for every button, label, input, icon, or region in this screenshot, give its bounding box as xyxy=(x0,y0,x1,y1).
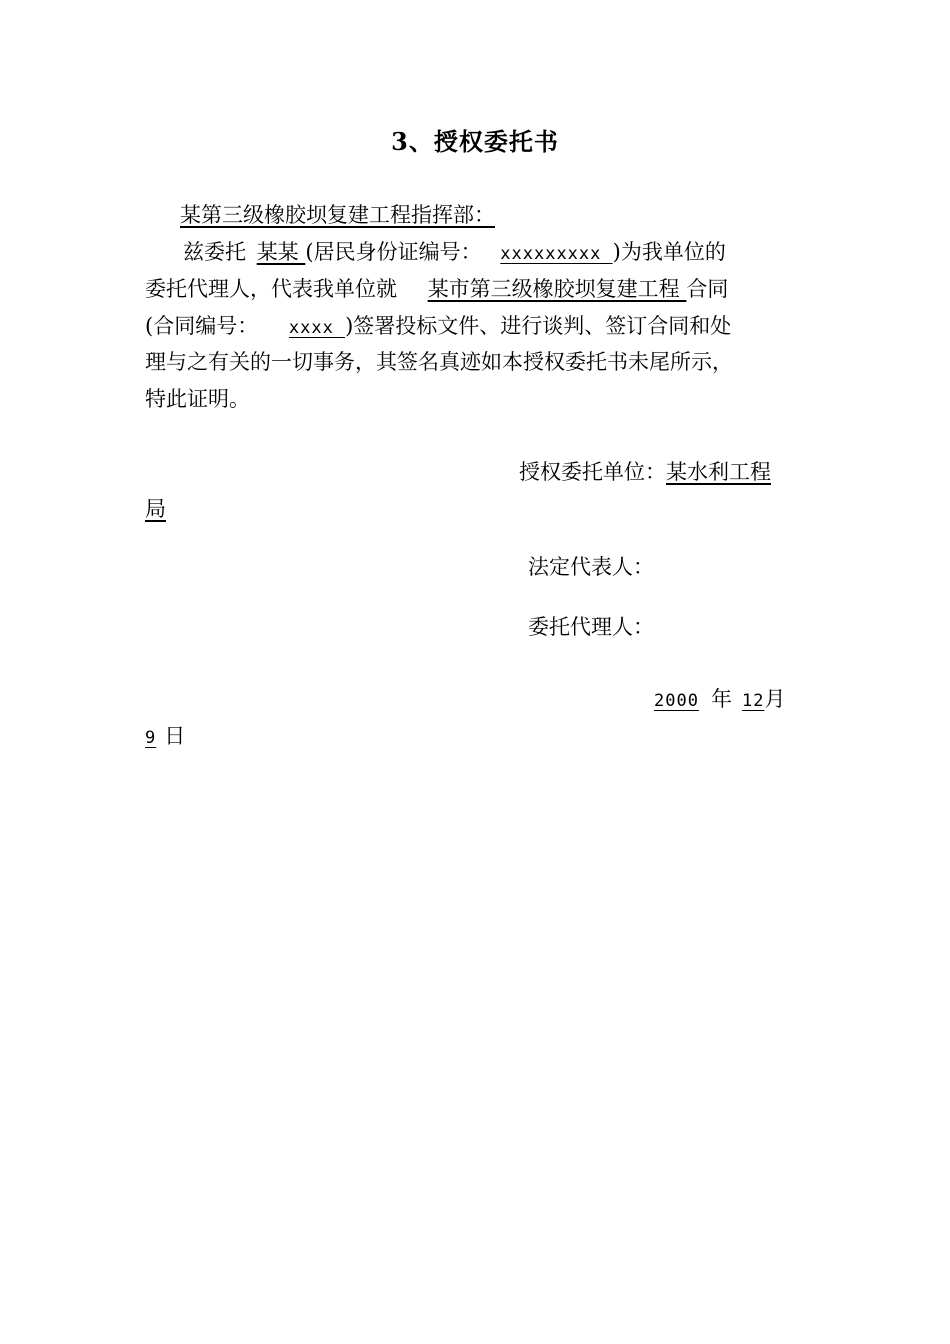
authorizing-unit-name: 某水利工程 xyxy=(666,460,771,484)
line3-text: )签署投标文件、进行谈判、签订合同和处 xyxy=(345,314,732,338)
year-field: 2000 xyxy=(654,691,699,711)
authorizing-unit-name-cont: 局 xyxy=(145,497,166,521)
month-field: 12 xyxy=(741,691,765,711)
agent-name-field: 某某 xyxy=(256,240,306,264)
day-field: 9 xyxy=(145,728,157,748)
paragraph-line-3 xyxy=(145,316,731,337)
contract-word: 合同 xyxy=(686,277,729,301)
authorizing-unit-cont xyxy=(145,499,166,520)
contract-number-field: xxxx xyxy=(288,318,346,338)
entrust-text: 兹委托 xyxy=(183,240,246,264)
document-title: 3、授权委托书 xyxy=(391,127,559,156)
paragraph-line-5: 特此证明。 xyxy=(145,387,250,411)
project-name-field: 某市第三级橡胶坝复建工程 xyxy=(427,277,687,301)
authorizing-unit xyxy=(519,462,771,483)
paragraph-line-4: 理与之有关的一切事务，其签名真迹如本授权委托书未尾所示， xyxy=(145,350,733,374)
line1-end-text: )为我单位的 xyxy=(612,240,726,264)
month-suffix: 月 xyxy=(764,687,786,711)
date-line xyxy=(628,689,785,710)
line2-text: 委托代理人，代表我单位就 xyxy=(145,277,397,301)
id-number-field: xxxxxxxxx xyxy=(500,244,613,264)
paragraph-line-1 xyxy=(183,242,726,263)
contract-no-label: (合同编号： xyxy=(145,314,259,338)
authorizing-unit-label: 授权委托单位： xyxy=(519,460,666,484)
year-suffix: 年 xyxy=(710,687,732,711)
addressee-text: 某第三级橡胶坝复建工程指挥部： xyxy=(180,203,495,227)
paragraph-line-2 xyxy=(145,279,728,300)
day-suffix: 日 xyxy=(164,724,186,748)
entrusted-agent-label: 委托代理人： xyxy=(528,615,654,639)
addressee xyxy=(180,205,495,226)
id-label: (居民身份证编号： xyxy=(305,240,482,264)
date-line-cont xyxy=(145,726,185,747)
legal-representative-label: 法定代表人： xyxy=(528,555,654,579)
